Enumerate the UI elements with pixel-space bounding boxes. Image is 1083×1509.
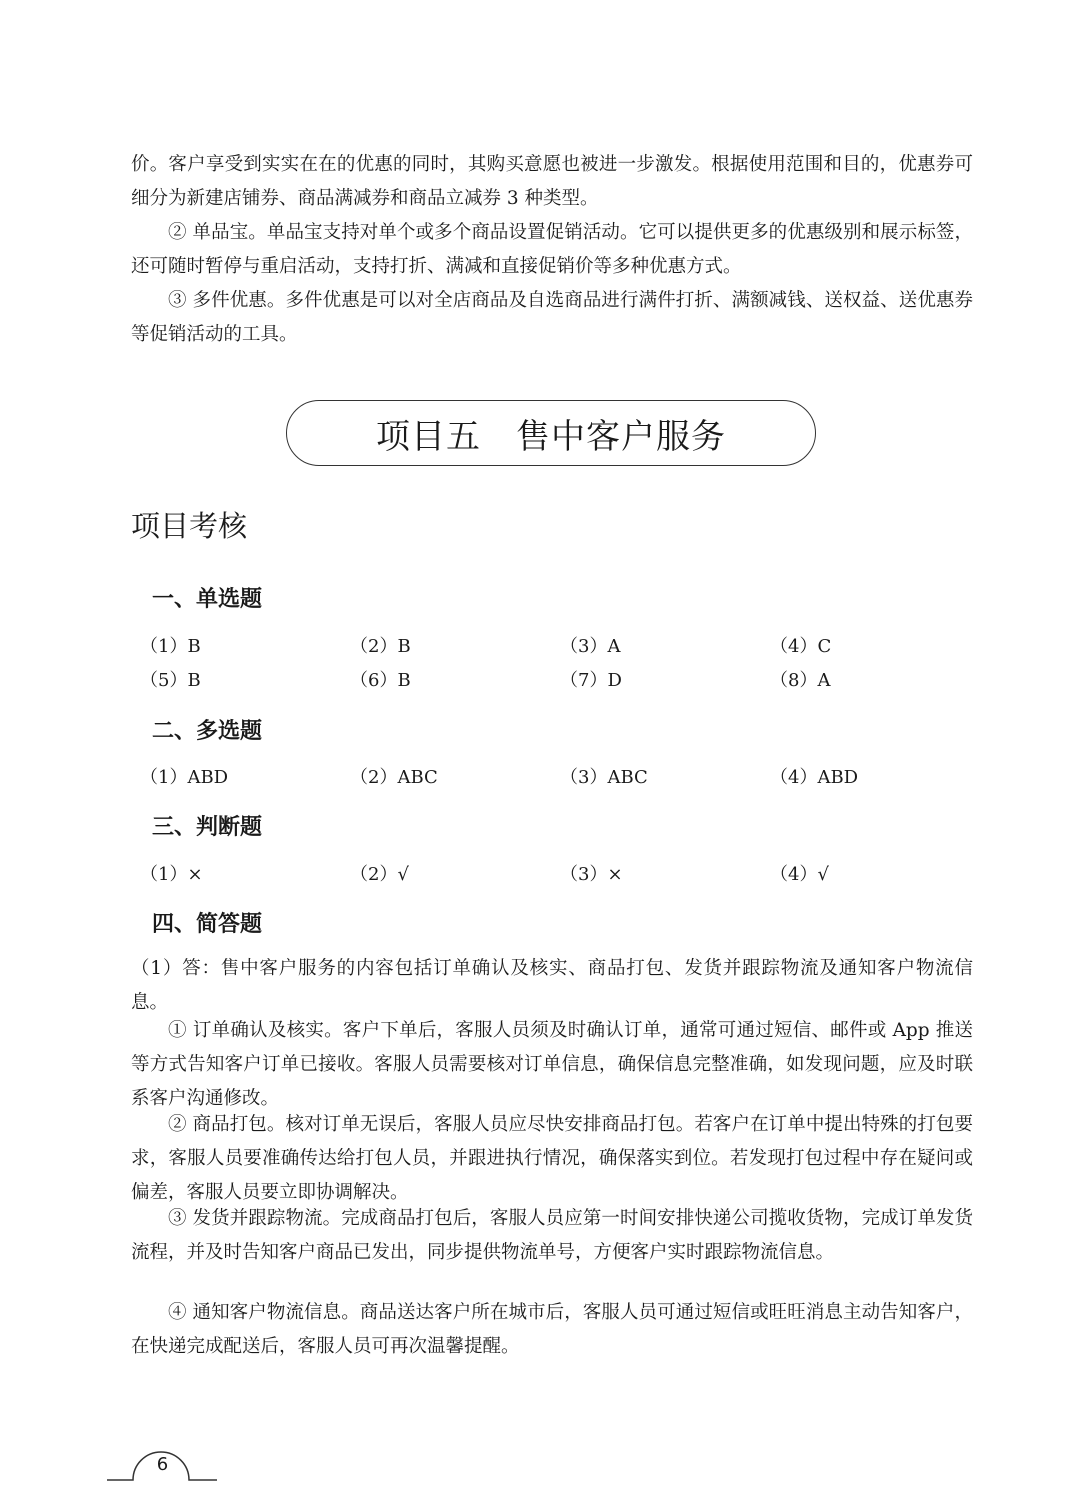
short-answer-paragraph: ① 订单确认及核实。客户下单后，客服人员须及时确认订单，通常可通过短信、邮件或 App 推送等方式告知客户订单已接收。客服人员需要核对订单信息，确保信息完整准确，如发现问题，应及时联系客户沟通修改。 xyxy=(131,1020,973,1109)
answer-cell: （2）ABC xyxy=(350,767,438,788)
answer-cell: （8）A xyxy=(770,670,831,691)
answer-cell: （1）× xyxy=(140,864,203,885)
answer-cell: （4）√ xyxy=(770,864,829,885)
single-choice-row xyxy=(140,632,980,662)
answer-cell: （5）B xyxy=(140,670,201,691)
single-choice-row xyxy=(140,666,980,696)
section-title: 项目考核 xyxy=(131,509,248,543)
short-answer-paragraph: ② 商品打包。核对订单无误后，客服人员应尽快安排商品打包。若客户在订单中提出特殊的打包要求，客服人员要准确传达给打包人员，并跟进执行情况，确保落实到位。若发现打包过程中存在疑问或偏差，客服人员要立即协调解决。 xyxy=(131,1114,973,1203)
single-choice-heading: 一、单选题 xyxy=(152,587,263,612)
answer-cell: （3）ABC xyxy=(560,767,648,788)
intro-paragraph-single-item: ② 单品宝。单品宝支持对单个或多个商品设置促销活动。它可以提供更多的优惠级别和展示标签，还可随时暂停与重启活动，支持打折、满减和直接促销价等多种优惠方式。 xyxy=(131,222,973,277)
multi-choice-heading: 二、多选题 xyxy=(152,719,263,744)
answer-cell: （3）× xyxy=(560,864,623,885)
answer-cell: （1）ABD xyxy=(140,767,229,788)
page-number: 6 xyxy=(156,1454,169,1475)
project-title: 项目五 售中客户服务 xyxy=(376,416,726,457)
short-answer-paragraph: （1）答：售中客户服务的内容包括订单确认及核实、商品打包、发货并跟踪物流及通知客户物流信息。 xyxy=(131,958,973,1013)
answer-cell: （6）B xyxy=(350,670,411,691)
short-answer-paragraph: ③ 发货并跟踪物流。完成商品打包后，客服人员应第一时间安排快递公司揽收货物，完成订单发货流程，并及时告知客户商品已发出，同步提供物流单号，方便客户实时跟踪物流信息。 xyxy=(131,1208,973,1263)
true-false-heading: 三、判断题 xyxy=(152,815,263,840)
short-answer-paragraph: ④ 通知客户物流信息。商品送达客户所在城市后，客服人员可通过短信或旺旺消息主动告知客户，在快递完成配送后，客服人员可再次温馨提醒。 xyxy=(131,1302,973,1357)
answer-cell: （3）A xyxy=(560,636,621,657)
answer-cell: （4）ABD xyxy=(770,767,859,788)
answer-cell: （7）D xyxy=(560,670,622,691)
intro-paragraph-coupon: 价。客户享受到实实在在的优惠的同时，其购买意愿也被进一步激发。根据使用范围和目的，优惠券可细分为新建店铺券、商品满减券和商品立减券 3 种类型。 xyxy=(131,154,973,209)
answer-cell: （4）C xyxy=(770,636,832,657)
true-false-row xyxy=(140,860,980,890)
intro-paragraph-multi-item: ③ 多件优惠。多件优惠是可以对全店商品及自选商品进行满件打折、满额减钱、送权益、送优惠券等促销活动的工具。 xyxy=(131,290,973,345)
short-answer-heading: 四、简答题 xyxy=(152,912,263,937)
page-footer xyxy=(105,1440,220,1490)
answer-cell: （2）√ xyxy=(350,864,409,885)
answer-cell: （1）B xyxy=(140,636,201,657)
multi-choice-row xyxy=(140,763,980,793)
project-title-banner xyxy=(286,400,816,466)
answer-cell: （2）B xyxy=(350,636,411,657)
